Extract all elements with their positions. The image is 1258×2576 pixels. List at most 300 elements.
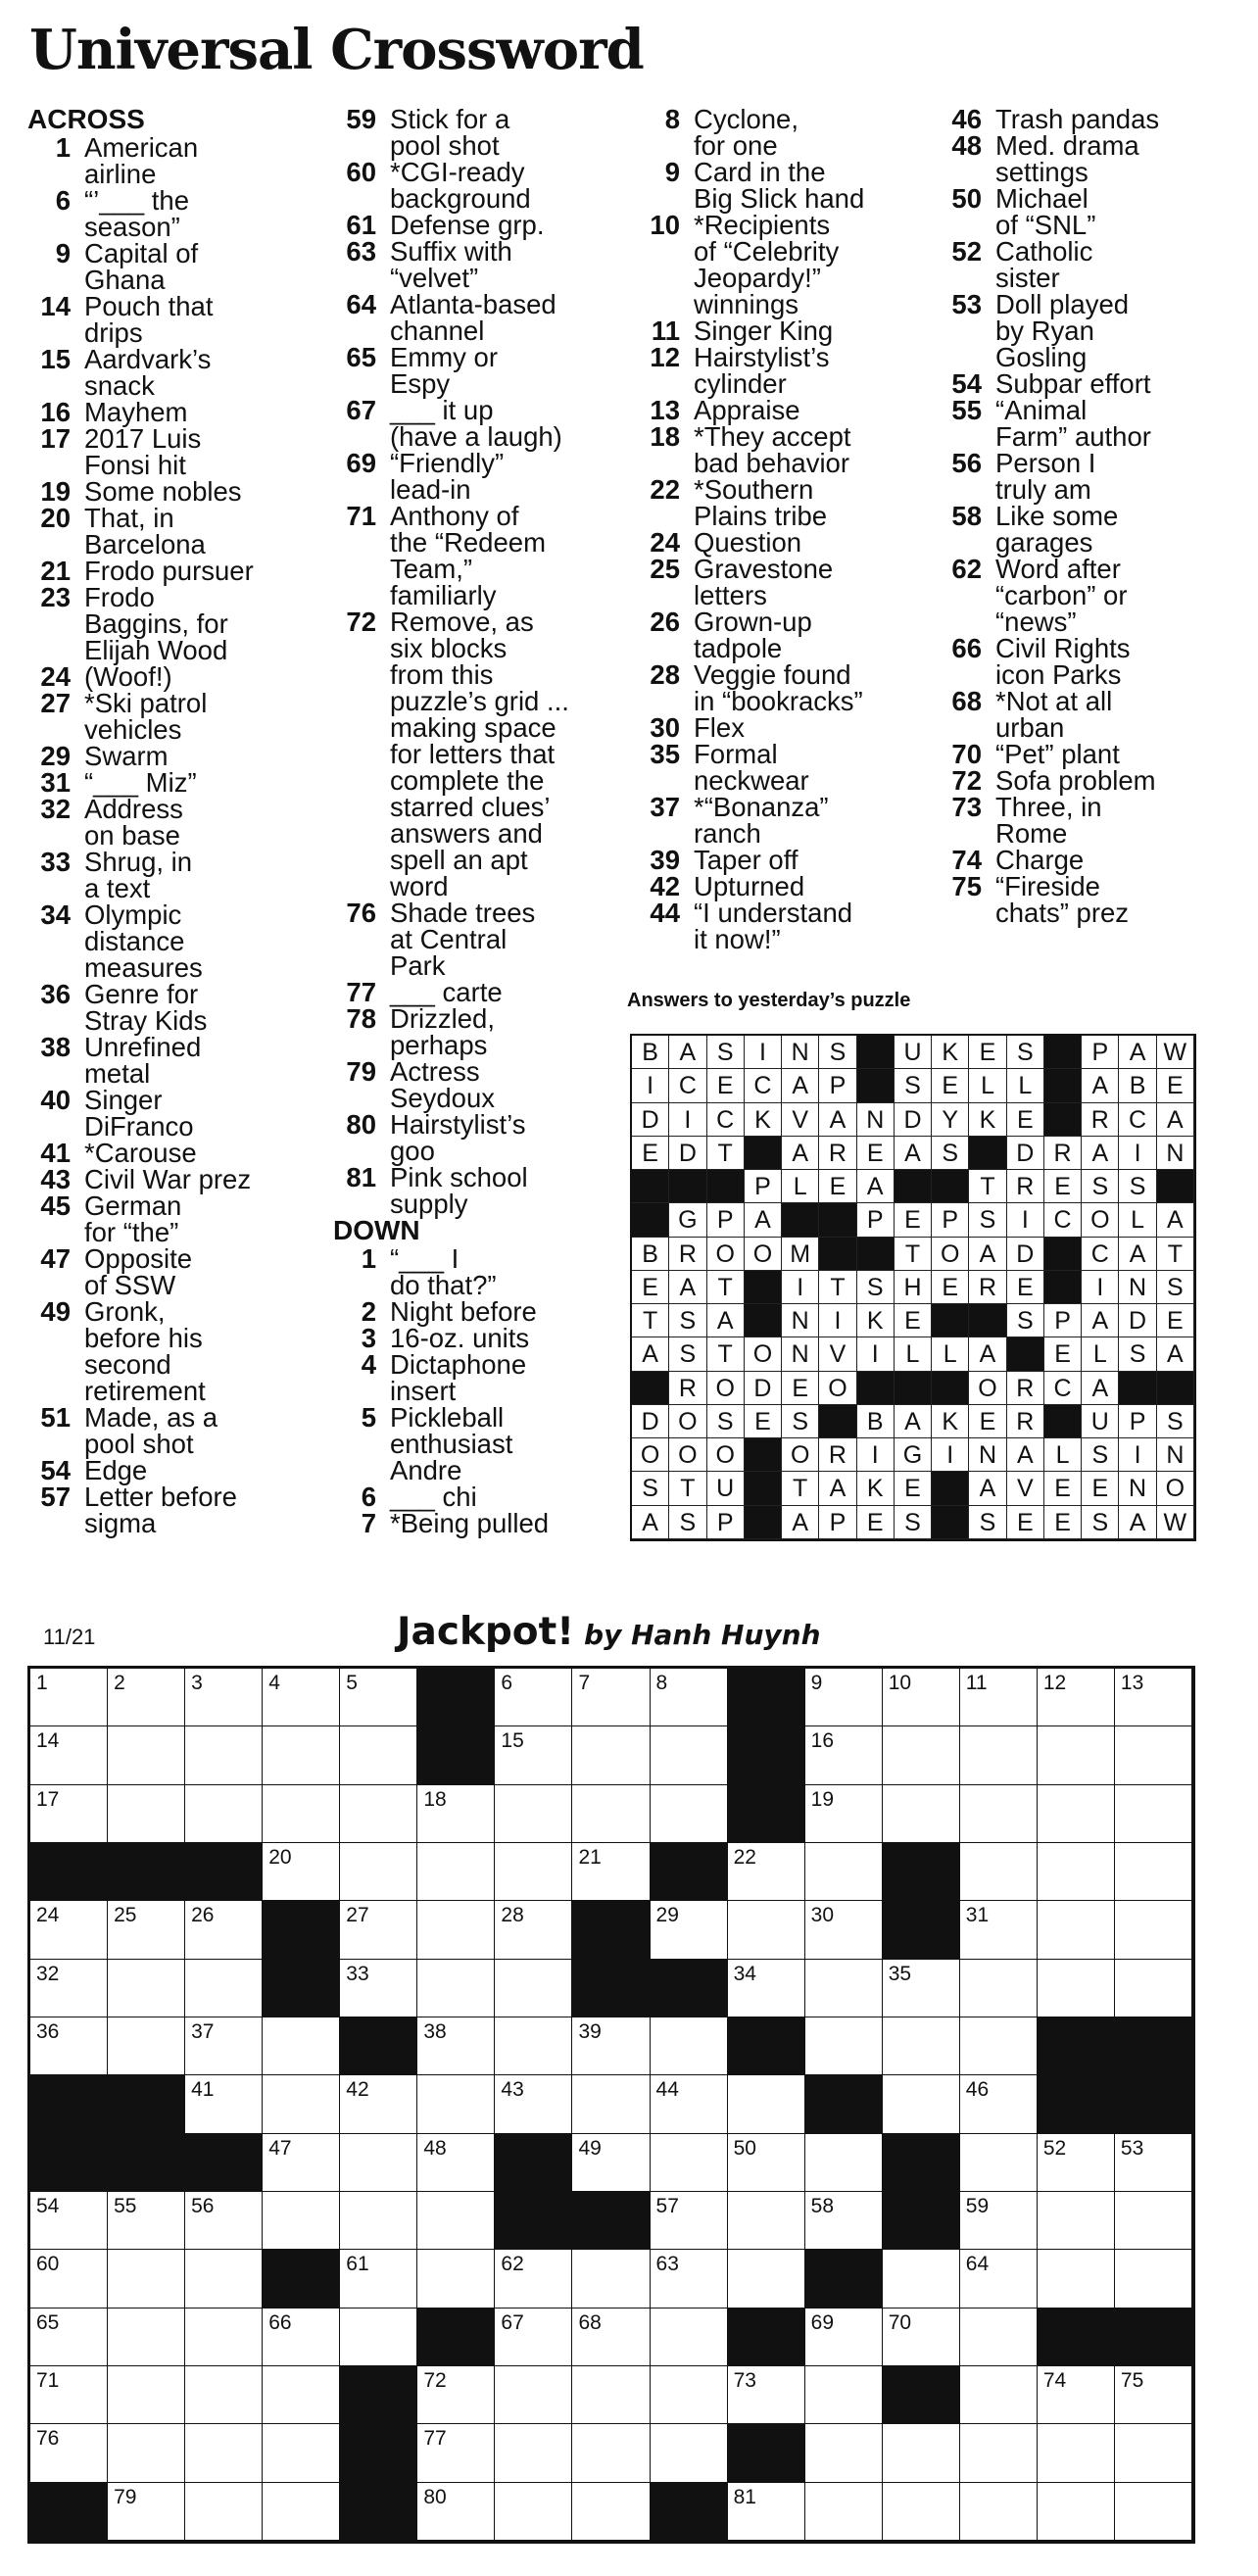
- cell-number: 65: [36, 2310, 60, 2334]
- grid-cell[interactable]: [340, 1960, 417, 2017]
- clue-number: 74: [951, 845, 982, 875]
- clue-number: 34: [40, 899, 71, 930]
- grid-cell[interactable]: [495, 1726, 572, 1784]
- grid-cell[interactable]: [108, 1901, 185, 1959]
- grid-cell[interactable]: [30, 1726, 108, 1784]
- cell-number: 41: [191, 2078, 215, 2102]
- clue-number: 68: [951, 686, 982, 716]
- grid-cell[interactable]: [417, 2192, 495, 2250]
- grid-cell[interactable]: [1115, 2192, 1192, 2250]
- grid-cell[interactable]: [651, 1901, 728, 1959]
- grid-cell[interactable]: [417, 2483, 495, 2541]
- grid-cell[interactable]: [1038, 1726, 1115, 1784]
- grid-cell[interactable]: [805, 2366, 883, 2424]
- grid-cell[interactable]: [572, 2366, 650, 2424]
- answer-cell: S: [1119, 1337, 1156, 1371]
- grid-cell[interactable]: [30, 2250, 108, 2308]
- grid-cell[interactable]: [417, 2366, 495, 2424]
- clue-number: 26: [650, 607, 680, 637]
- grid-cell[interactable]: [805, 1843, 883, 1901]
- grid-cell[interactable]: [651, 2075, 728, 2133]
- grid-cell[interactable]: [728, 1843, 805, 1901]
- answer-cell: K: [932, 1405, 969, 1438]
- clue-number: 6: [55, 185, 71, 216]
- grid-cell[interactable]: [651, 2309, 728, 2366]
- clue-item: [637, 317, 931, 344]
- grid-cell[interactable]: [1115, 1785, 1192, 1843]
- answer-cell: E: [895, 1472, 932, 1505]
- clue-item: [637, 608, 931, 661]
- clue-number: 36: [40, 979, 71, 1009]
- grid-cell[interactable]: [30, 1785, 108, 1843]
- grid-cell[interactable]: [495, 2017, 572, 2075]
- clue-number: 50: [951, 183, 982, 214]
- newspaper-title: Universal Crossword: [29, 18, 644, 82]
- grid-block: [108, 1843, 185, 1901]
- grid-cell[interactable]: [1038, 1843, 1115, 1901]
- grid-cell[interactable]: [728, 2192, 805, 2250]
- answer-cell: A: [1082, 1372, 1119, 1405]
- grid-cell[interactable]: [108, 1960, 185, 2017]
- grid-cell[interactable]: [1038, 2250, 1115, 2308]
- cell-number: 24: [36, 1904, 60, 1927]
- grid-cell[interactable]: [960, 1785, 1038, 1843]
- answer-cell: A: [669, 1271, 706, 1304]
- clue-text: Stick for a pool shot: [390, 104, 510, 161]
- puzzle-date: 11/21: [43, 1625, 96, 1649]
- grid-cell[interactable]: [1038, 2366, 1115, 2424]
- grid-cell[interactable]: [340, 2134, 417, 2192]
- grid-cell[interactable]: [572, 1726, 650, 1784]
- clue-number: 35: [650, 739, 680, 769]
- grid-cell[interactable]: [960, 1901, 1038, 1959]
- answer-block: [895, 1170, 932, 1203]
- grid-cell[interactable]: [263, 1843, 340, 1901]
- grid-block: [30, 2134, 108, 2192]
- grid-cell[interactable]: [960, 1726, 1038, 1784]
- grid-cell[interactable]: [728, 1901, 805, 1959]
- grid-cell[interactable]: [108, 2424, 185, 2482]
- grid-block: [1115, 2017, 1192, 2075]
- grid-cell[interactable]: [495, 1960, 572, 2017]
- clue-text: “Pet” plant: [995, 739, 1120, 769]
- grid-cell[interactable]: [185, 2017, 263, 2075]
- answer-cell: S: [1082, 1506, 1119, 1539]
- grid-cell[interactable]: [185, 2075, 263, 2133]
- grid-cell[interactable]: [417, 1901, 495, 1959]
- cell-number: 57: [655, 2195, 679, 2217]
- answer-cell: A: [969, 1472, 1006, 1505]
- clue-number: 55: [951, 395, 982, 425]
- grid-cell[interactable]: [108, 1669, 185, 1726]
- grid-cell[interactable]: [728, 2250, 805, 2308]
- clue-text: 2017 Luis Fonsi hit: [84, 423, 202, 480]
- grid-cell[interactable]: [805, 2309, 883, 2366]
- grid-cell[interactable]: [495, 1669, 572, 1726]
- grid-cell[interactable]: [572, 2134, 650, 2192]
- grid-cell[interactable]: [263, 2075, 340, 2133]
- grid-cell[interactable]: [417, 2250, 495, 2308]
- answer-cell: O: [1082, 1203, 1119, 1237]
- grid-cell[interactable]: [572, 2309, 650, 2366]
- grid-cell[interactable]: [108, 1785, 185, 1843]
- clue-text: 16-oz. units: [390, 1323, 530, 1353]
- clue-number: 14: [40, 291, 71, 321]
- down-header: DOWN: [333, 1215, 420, 1245]
- grid-cell[interactable]: [651, 1785, 728, 1843]
- grid-cell[interactable]: [1038, 2483, 1115, 2541]
- grid-cell[interactable]: [185, 2192, 263, 2250]
- grid-cell[interactable]: [883, 1960, 960, 2017]
- grid-cell[interactable]: [960, 2366, 1038, 2424]
- grid-cell[interactable]: [572, 2424, 650, 2482]
- grid-cell[interactable]: [185, 2250, 263, 2308]
- grid-cell[interactable]: [417, 1960, 495, 2017]
- answer-cell: O: [669, 1438, 706, 1472]
- cell-number: 68: [578, 2310, 602, 2334]
- grid-cell[interactable]: [572, 2250, 650, 2308]
- grid-cell[interactable]: [185, 1901, 263, 1959]
- answer-cell: S: [1082, 1170, 1119, 1203]
- grid-cell[interactable]: [495, 1785, 572, 1843]
- grid-cell[interactable]: [1038, 1785, 1115, 1843]
- grid-cell[interactable]: [30, 2192, 108, 2250]
- answer-cell: G: [669, 1203, 706, 1237]
- grid-cell[interactable]: [883, 2075, 960, 2133]
- answer-cell: E: [707, 1069, 745, 1102]
- grid-cell[interactable]: [651, 1669, 728, 1726]
- grid-cell[interactable]: [960, 2250, 1038, 2308]
- clue-column-3: [637, 106, 931, 952]
- clue-item: [27, 1192, 321, 1245]
- clue-number: 16: [40, 397, 71, 427]
- grid-cell[interactable]: [30, 2017, 108, 2075]
- grid-cell[interactable]: [1115, 1901, 1192, 1959]
- clue-number: 19: [40, 476, 71, 507]
- clue-text: Taper off: [694, 845, 798, 875]
- grid-cell[interactable]: [185, 2483, 263, 2541]
- answer-cell: E: [969, 1405, 1006, 1438]
- grid-cell[interactable]: [340, 1901, 417, 1959]
- grid-cell[interactable]: [960, 1843, 1038, 1901]
- clue-number: 24: [40, 661, 71, 692]
- grid-block: [417, 2309, 495, 2366]
- grid-cell[interactable]: [805, 1726, 883, 1784]
- clue-text: *Recipients of “Celebrity Jeopardy!” winnings: [694, 210, 840, 319]
- grid-cell[interactable]: [417, 2134, 495, 2192]
- grid-cell[interactable]: [185, 2424, 263, 2482]
- grid-cell[interactable]: [728, 2366, 805, 2424]
- grid-cell[interactable]: [263, 2192, 340, 2250]
- clue-text: Singer King: [694, 316, 834, 346]
- crossword-grid[interactable]: [27, 1666, 1195, 2544]
- grid-cell[interactable]: [572, 2017, 650, 2075]
- clue-number: 75: [951, 871, 982, 901]
- grid-block: [651, 1960, 728, 2017]
- grid-cell[interactable]: [1038, 1901, 1115, 1959]
- grid-cell[interactable]: [495, 2309, 572, 2366]
- answer-cell: I: [857, 1438, 895, 1472]
- clue-number: 13: [650, 395, 680, 425]
- grid-cell[interactable]: [960, 1669, 1038, 1726]
- grid-cell[interactable]: [805, 1960, 883, 2017]
- grid-cell[interactable]: [960, 2192, 1038, 2250]
- grid-block: [728, 2424, 805, 2482]
- answer-cell: S: [782, 1405, 819, 1438]
- grid-cell[interactable]: [417, 2017, 495, 2075]
- grid-cell[interactable]: [340, 1785, 417, 1843]
- clue-item: [27, 849, 321, 901]
- answer-cell: A: [1007, 1438, 1044, 1472]
- clue-text: Doll played by Ryan Gosling: [995, 289, 1130, 372]
- answer-cell: A: [1082, 1304, 1119, 1337]
- grid-cell[interactable]: [30, 1669, 108, 1726]
- clue-number: 61: [346, 210, 376, 240]
- grid-cell[interactable]: [340, 2075, 417, 2133]
- grid-cell[interactable]: [572, 1785, 650, 1843]
- grid-cell[interactable]: [263, 2483, 340, 2541]
- grid-cell[interactable]: [417, 2424, 495, 2482]
- grid-cell[interactable]: [960, 2134, 1038, 2192]
- clue-number: 72: [951, 765, 982, 796]
- grid-cell[interactable]: [263, 2134, 340, 2192]
- grid-block: [30, 2483, 108, 2541]
- grid-cell[interactable]: [30, 1901, 108, 1959]
- clue-item: [939, 238, 1233, 291]
- grid-cell[interactable]: [1115, 1726, 1192, 1784]
- grid-cell[interactable]: [108, 2366, 185, 2424]
- answer-cell: I: [857, 1337, 895, 1371]
- grid-cell[interactable]: [883, 2017, 960, 2075]
- grid-cell[interactable]: [417, 1843, 495, 1901]
- grid-cell[interactable]: [651, 2366, 728, 2424]
- grid-cell[interactable]: [1115, 2424, 1192, 2482]
- answer-cell: R: [969, 1271, 1006, 1304]
- grid-cell[interactable]: [651, 2134, 728, 2192]
- cell-number: 77: [423, 2427, 447, 2451]
- grid-cell[interactable]: [883, 1785, 960, 1843]
- grid-cell[interactable]: [805, 2017, 883, 2075]
- grid-cell[interactable]: [805, 2424, 883, 2482]
- grid-cell[interactable]: [263, 1669, 340, 1726]
- grid-cell[interactable]: [728, 2483, 805, 2541]
- clue-item: [939, 794, 1233, 847]
- grid-cell[interactable]: [1038, 2134, 1115, 2192]
- grid-cell[interactable]: [340, 2250, 417, 2308]
- grid-cell[interactable]: [883, 2483, 960, 2541]
- grid-cell[interactable]: [185, 1960, 263, 2017]
- clue-item: [27, 505, 321, 558]
- answer-cell: A: [895, 1405, 932, 1438]
- clue-item: [637, 556, 931, 608]
- cell-number: 26: [191, 1904, 215, 1927]
- grid-cell[interactable]: [728, 1960, 805, 2017]
- grid-cell[interactable]: [651, 2424, 728, 2482]
- clue-item: [27, 1034, 321, 1087]
- cell-number: 64: [965, 2253, 990, 2276]
- cell-number: 72: [423, 2369, 447, 2392]
- answer-cell: N: [1157, 1438, 1194, 1472]
- clue-text: Pink school supply: [390, 1162, 528, 1219]
- grid-cell[interactable]: [883, 2309, 960, 2366]
- grid-cell[interactable]: [883, 1726, 960, 1784]
- grid-block: [30, 1843, 108, 1901]
- grid-cell[interactable]: [960, 2483, 1038, 2541]
- clue-number: 18: [650, 421, 680, 452]
- grid-cell[interactable]: [108, 1726, 185, 1784]
- grid-cell[interactable]: [340, 2309, 417, 2366]
- grid-cell[interactable]: [883, 1669, 960, 1726]
- grid-cell[interactable]: [651, 2250, 728, 2308]
- answer-cell: A: [707, 1304, 745, 1337]
- clue-text: Veggie found in “bookracks”: [694, 659, 863, 716]
- cell-number: 32: [36, 1962, 60, 1985]
- grid-cell[interactable]: [30, 1960, 108, 2017]
- grid-cell[interactable]: [495, 2250, 572, 2308]
- grid-cell[interactable]: [108, 2017, 185, 2075]
- grid-cell[interactable]: [960, 2017, 1038, 2075]
- grid-cell[interactable]: [805, 1785, 883, 1843]
- grid-cell[interactable]: [572, 1669, 650, 1726]
- grid-cell[interactable]: [340, 1669, 417, 1726]
- grid-cell[interactable]: [185, 2309, 263, 2366]
- grid-cell[interactable]: [651, 2017, 728, 2075]
- answer-cell: L: [1007, 1069, 1044, 1102]
- grid-cell[interactable]: [572, 2075, 650, 2133]
- grid-cell[interactable]: [263, 1726, 340, 1784]
- clue-number: 12: [650, 342, 680, 372]
- grid-cell[interactable]: [263, 2366, 340, 2424]
- grid-cell[interactable]: [495, 2075, 572, 2133]
- grid-cell[interactable]: [960, 2309, 1038, 2366]
- grid-cell[interactable]: [263, 1785, 340, 1843]
- clue-text: Person I truly am: [995, 448, 1096, 505]
- grid-cell[interactable]: [185, 1669, 263, 1726]
- grid-cell[interactable]: [960, 2424, 1038, 2482]
- grid-cell[interactable]: [340, 1726, 417, 1784]
- answer-cell: S: [1007, 1036, 1044, 1069]
- cell-number: 37: [191, 2020, 215, 2043]
- grid-cell[interactable]: [30, 2366, 108, 2424]
- grid-cell[interactable]: [1115, 1960, 1192, 2017]
- grid-cell[interactable]: [263, 2017, 340, 2075]
- grid-cell[interactable]: [30, 2424, 108, 2482]
- grid-cell[interactable]: [495, 2483, 572, 2541]
- answer-cell: P: [1044, 1304, 1082, 1337]
- grid-cell[interactable]: [1115, 2483, 1192, 2541]
- answer-cell: K: [857, 1304, 895, 1337]
- answer-cell: A: [1157, 1203, 1194, 1237]
- grid-cell[interactable]: [340, 2192, 417, 2250]
- grid-cell[interactable]: [1115, 2366, 1192, 2424]
- clue-text: Shrug, in a text: [84, 847, 193, 903]
- grid-cell[interactable]: [417, 2075, 495, 2133]
- answer-cell: H: [895, 1271, 932, 1304]
- grid-cell[interactable]: [1038, 1669, 1115, 1726]
- answer-cell: R: [669, 1372, 706, 1405]
- grid-cell[interactable]: [417, 1785, 495, 1843]
- grid-cell[interactable]: [805, 1901, 883, 1959]
- grid-cell[interactable]: [495, 1901, 572, 1959]
- grid-cell[interactable]: [108, 2250, 185, 2308]
- grid-cell[interactable]: [108, 2483, 185, 2541]
- answer-cell: C: [1119, 1103, 1156, 1137]
- grid-cell[interactable]: [1115, 2134, 1192, 2192]
- grid-cell[interactable]: [495, 2424, 572, 2482]
- answer-cell: E: [1157, 1069, 1194, 1102]
- clue-number: 44: [650, 898, 680, 928]
- clue-number: 73: [951, 792, 982, 822]
- answer-cell: T: [895, 1238, 932, 1271]
- cell-number: 43: [501, 2078, 524, 2102]
- clue-item: [27, 1087, 321, 1140]
- grid-cell[interactable]: [340, 1843, 417, 1901]
- clue-text: Remove, as six blocks from this puzzle’s grid ... making space for letters that complete the starred clues’ answers and spell an apt word: [390, 607, 569, 901]
- grid-cell[interactable]: [108, 2309, 185, 2366]
- grid-cell[interactable]: [651, 2192, 728, 2250]
- grid-cell[interactable]: [651, 1726, 728, 1784]
- answer-cell: E: [1007, 1103, 1044, 1137]
- cell-number: 16: [810, 1729, 835, 1753]
- clue-text: “___ Miz”: [84, 767, 197, 798]
- grid-cell[interactable]: [1038, 2192, 1115, 2250]
- grid-cell[interactable]: [572, 2483, 650, 2541]
- grid-cell[interactable]: [1038, 2424, 1115, 2482]
- clue-item: [27, 346, 321, 399]
- grid-cell[interactable]: [108, 2192, 185, 2250]
- answer-cell: P: [707, 1203, 745, 1237]
- clue-item: [939, 635, 1233, 688]
- clue-number: 54: [951, 368, 982, 399]
- grid-cell[interactable]: [728, 2134, 805, 2192]
- grid-cell[interactable]: [495, 2366, 572, 2424]
- clue-text: Suffix with “velvet”: [390, 236, 512, 293]
- answer-block: [969, 1304, 1006, 1337]
- cell-number: 20: [268, 1846, 292, 1869]
- clue-item: [27, 1245, 321, 1298]
- grid-cell[interactable]: [495, 1843, 572, 1901]
- grid-cell[interactable]: [1115, 1843, 1192, 1901]
- grid-cell[interactable]: [30, 2309, 108, 2366]
- grid-cell[interactable]: [883, 2250, 960, 2308]
- clue-number: 43: [40, 1164, 71, 1194]
- grid-cell[interactable]: [1115, 1669, 1192, 1726]
- grid-cell[interactable]: [805, 2483, 883, 2541]
- cell-number: 56: [191, 2195, 215, 2217]
- clue-number: 62: [951, 554, 982, 584]
- answer-cell: A: [782, 1069, 819, 1102]
- grid-cell[interactable]: [805, 1669, 883, 1726]
- grid-cell[interactable]: [185, 2366, 263, 2424]
- grid-cell[interactable]: [960, 2075, 1038, 2133]
- grid-cell[interactable]: [1115, 2250, 1192, 2308]
- grid-cell[interactable]: [1038, 1960, 1115, 2017]
- answer-cell: U: [895, 1036, 932, 1069]
- grid-block: [340, 2366, 417, 2424]
- grid-cell[interactable]: [883, 2424, 960, 2482]
- grid-cell[interactable]: [263, 2309, 340, 2366]
- grid-cell[interactable]: [960, 1960, 1038, 2017]
- grid-cell[interactable]: [263, 2424, 340, 2482]
- grid-cell[interactable]: [805, 2134, 883, 2192]
- grid-cell[interactable]: [185, 1726, 263, 1784]
- grid-cell[interactable]: [572, 1843, 650, 1901]
- grid-cell[interactable]: [805, 2192, 883, 2250]
- clue-text: Charge: [995, 845, 1085, 875]
- grid-cell[interactable]: [728, 2075, 805, 2133]
- clue-number: 11: [651, 316, 680, 346]
- grid-cell[interactable]: [185, 1785, 263, 1843]
